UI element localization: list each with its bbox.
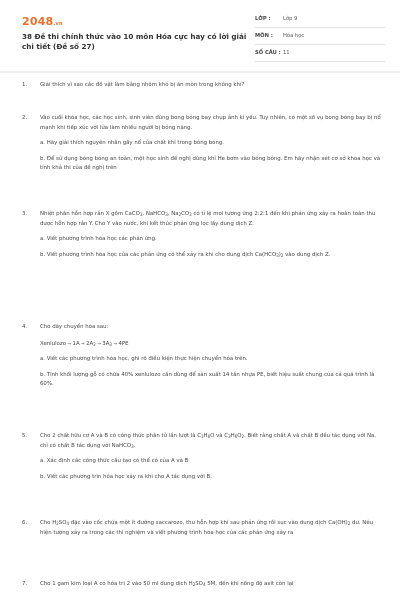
meta-row-subject xyxy=(255,28,385,45)
question-text: Cho 2 chất hữu cơ A và B có công thức phân tử lần lượt là $C_3H_6O$ và $C_3H_6O_2$. Biết rằng chất A và chất B đều tác dụng với Na, chỉ có chất B tác dụng với NaHCO$_3$. xyxy=(40,433,377,449)
question-text: Vào cuối khóa học, các học sinh, sinh viên dùng bong bóng bay chụp ảnh kỉ yếu. Tuy nhiên, có một số vụ bong bóng bay bị nổ mạnh khi tiếp xúc với lửa làm nhiều người bị bỏng nặng. xyxy=(40,115,381,131)
question-text: Nhiệt phân hỗn hợp rắn X gồm CaCO$_3$, NaHCO$_3$, $Na_2CO_3$ có tỉ lệ mol tương ứng 2:2:1 đến khi phản ứng xảy ra hoàn toàn thu được hỗn hợp rắn Y. Cho Y vào nước, khi kết thúc phản ứng lọc lấy dung dịch Z. xyxy=(40,211,376,227)
document-title: 38 Đề thi chính thức vào 10 môn Hóa cực hay có lời giải chi tiết (Đề số 27) xyxy=(22,32,247,51)
question-number: 7. xyxy=(22,581,28,587)
question-5 xyxy=(22,432,384,482)
document-header xyxy=(0,0,400,64)
logo-text: 2048 xyxy=(22,15,54,28)
question-subpart: b. Tính khối lượng gỗ có chứa 40% xenlulozo cần dùng để sản xuất 14 tấn nhựa PE, biết hiệu suất chung của cả quá trình là 60%. xyxy=(40,371,375,388)
question-subpart: a. Xác định các công thức cấu tạo có thể có của A và B xyxy=(40,458,189,465)
meta-value: 11 xyxy=(283,50,290,56)
question-number: 3. xyxy=(22,211,28,217)
question-number: 2. xyxy=(22,115,28,121)
question-subpart: b. Để sử dụng bóng bóng an toàn, một học sinh đề nghị dùng khí He bơm vào bóng bóng. Em hãy nhận xét cơ sở khoa học và tính khả thi của đề nghị trên xyxy=(40,155,381,172)
question-number: 1. xyxy=(22,82,28,88)
question-subpart: b. Viết các phương trìn hóa học xảy ra khi cho A tác dụng với B. xyxy=(40,473,212,480)
question-subpart: a. Hãy giải thích nguyên nhân gây nổ của chất khí trong bóng bóng. xyxy=(40,140,225,147)
meta-row-class xyxy=(255,11,385,28)
site-logo[interactable] xyxy=(22,15,63,28)
conversion-chain: Xenlulozo → $1A \to 2A_2 \to 3A_3 \to 4PE$ xyxy=(40,340,129,347)
logo-suffix: .vn xyxy=(53,21,63,27)
question-number: 4. xyxy=(22,324,28,330)
question-subpart: a. Viết phương trình hóa học các phản ứng. xyxy=(40,236,157,243)
question-subpart: b. Viết phương trình hóa học của các phản ứng có thể xảy ra khi cho dung dịch $Ca(HCO_3)_2$ vào dung dịch Z. xyxy=(40,251,331,258)
meta-row-count xyxy=(255,45,385,62)
question-2 xyxy=(22,114,384,174)
header-divider xyxy=(0,71,400,73)
question-subpart: a. Viết các phương trình hóa học, ghi rõ điều kiện thực hiện chuyển hóa trên. xyxy=(40,356,248,363)
question-text: Cho dãy chuyển hóa sau: xyxy=(40,324,109,330)
meta-table xyxy=(255,11,385,62)
question-4 xyxy=(22,323,384,390)
question-text: Cho 1 gam kim loại A có hóa trị 2 vào 50 ml dung dịch $H_2SO_4$ 5M, đến khi nồng độ axit còn lại xyxy=(40,581,294,587)
question-text: Giải thích vì sao các đồ vật làm bằng nhôm khó bị ăn mòn trong không khí? xyxy=(40,82,245,88)
question-6 xyxy=(22,519,384,538)
meta-key: SỐ CÂU : xyxy=(255,50,281,56)
meta-value: Hóa học xyxy=(283,33,305,39)
question-number: 5. xyxy=(22,433,28,439)
question-1 xyxy=(22,81,384,91)
meta-value: Lớp 9 xyxy=(283,16,298,22)
question-number: 6. xyxy=(22,520,28,526)
question-7 xyxy=(22,580,384,590)
question-3 xyxy=(22,210,384,260)
meta-key: LỚP : xyxy=(255,16,271,22)
meta-key: MÔN : xyxy=(255,33,273,39)
question-text: Cho $H_2SO_4$ đặc vào cốc chứa một ít đường saccarozo, thu hỗn hợp khí sau phản ứng rồi sục vào dung dịch $Ca(OH)_2$ dư. Nêu hiện tượng xảy ra trong các thí nghiệm và viết phương trình hóa học của các phản ứng xảy ra xyxy=(40,520,374,536)
